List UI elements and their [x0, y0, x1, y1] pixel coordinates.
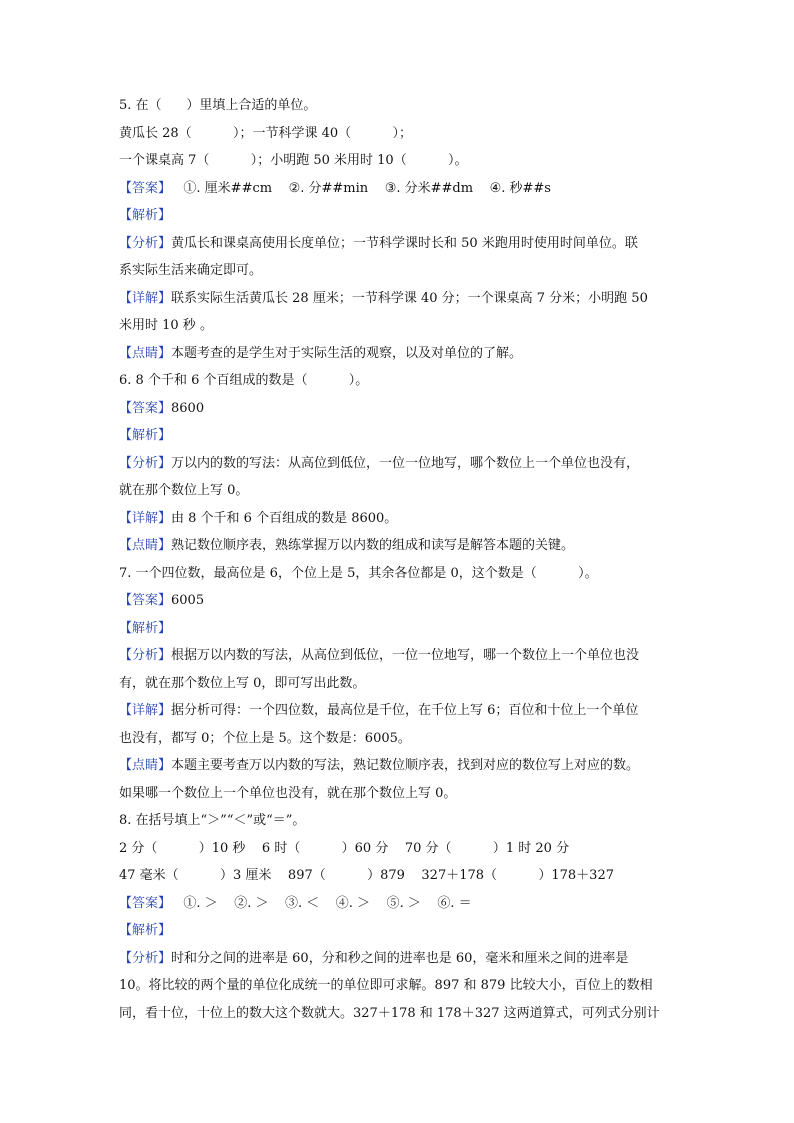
q8-answer-line — [119, 890, 679, 918]
q5-line2-line — [119, 147, 679, 175]
line-text: 本题考查的是学生对于实际生活的观察，以及对单位的了解。 — [171, 345, 523, 361]
q6-xiangjie-line — [119, 505, 679, 533]
q6-stem-line — [119, 367, 679, 395]
q7-dianjing-1-line — [119, 752, 679, 780]
q5-dianjing-line — [119, 340, 679, 368]
q6-fenxi-1-line — [119, 450, 679, 478]
q8-fenxi-1-line — [119, 945, 679, 973]
line-text: 2 分（ ）10 秒 6 时（ ）60 分 70 分（ ）1 时 20 分 — [119, 840, 570, 856]
section-tag: 【分析】 — [119, 648, 172, 663]
line-text: 联系实际生活黄瓜长 28 厘米；一节科学课 40 分；一个课桌高 7 分米；小明跑 50 — [171, 290, 648, 306]
q8-jiexi-line — [119, 917, 679, 945]
q7-xiangjie-2-line — [119, 725, 679, 753]
line-text: 万以内的数的写法：从高位到低位，一位一位地写，哪个数位上一个单位也没有， — [171, 455, 640, 471]
section-tag: 【分析】 — [119, 950, 172, 966]
line-text: 8600 — [171, 400, 205, 416]
section-tag: 【点睛】 — [119, 345, 172, 361]
q5-fenxi-2-line — [119, 257, 679, 285]
q5-xiangjie-1-line — [119, 285, 679, 313]
line-text: 8. 在括号填上“＞”“＜”或“＝”。 — [119, 813, 306, 828]
line-text: 黄瓜长 28（ ）；一节科学课 40（ ）； — [119, 125, 412, 141]
line-text: 10。将比较的两个量的单位化成统一的单位即可求解。897 和 879 比较大小，百位上的数相 — [119, 978, 653, 993]
section-tag: 【解析】 — [119, 208, 172, 223]
line-text: 47 毫米（ ）3 厘米 897（ ）879 327＋178（ ）178＋327 — [119, 868, 614, 883]
line-text: 同，看十位，十位上的数大这个数就大。327＋178 和 178＋327 这两道算式，可列式分别计 — [119, 1005, 660, 1021]
q7-fenxi-1-line — [119, 642, 679, 670]
line-text: 根据万以内数的写法，从高位到低位，一位一位地写，哪一个数位上一个单位也没 — [171, 648, 640, 663]
line-text: 就在那个数位上写 0。 — [119, 483, 249, 498]
document-page — [119, 92, 679, 1027]
section-tag: 【分析】 — [119, 235, 172, 251]
q5-stem-line — [119, 92, 679, 120]
q6-jiexi-line — [119, 422, 679, 450]
section-tag: 【详解】 — [119, 703, 172, 718]
line-text: 本题主要考查万以内数的写法，熟记数位顺序表，找到对应的数位写上对应的数。 — [171, 758, 640, 773]
q8-fenxi-2-line — [119, 972, 679, 1000]
section-tag: 【解析】 — [119, 620, 172, 636]
q5-line1-line — [119, 120, 679, 148]
q5-fenxi-1-line — [119, 230, 679, 258]
line-text: 7. 一个四位数，最高位是 6，个位上是 5，其余各位都是 0，这个数是（ ）。 — [119, 565, 598, 581]
line-text: 有，就在那个数位上写 0，即可写出此数。 — [119, 675, 366, 691]
q6-fenxi-2-line — [119, 477, 679, 505]
line-text: ①. 厘米##cm ②. 分##min ③. 分米##dm ④. 秒##s — [171, 180, 551, 196]
line-text: 6. 8 个千和 6 个百组成的数是（ ）。 — [119, 373, 369, 388]
line-text: 米用时 10 秒 。 — [119, 318, 213, 333]
section-tag: 【详解】 — [119, 290, 172, 306]
section-tag: 【点睛】 — [119, 538, 172, 553]
q7-dianjing-2-line — [119, 780, 679, 808]
line-text: ①. ＞ ②. ＞ ③. ＜ ④. ＞ ⑤. ＞ ⑥. ＝ — [171, 895, 472, 911]
q7-jiexi-line — [119, 615, 679, 643]
line-text: 熟记数位顺序表，熟练掌握万以内数的组成和读写是解答本题的关键。 — [171, 538, 575, 553]
line-text: 时和分之间的进率是 60，分和秒之间的进率也是 60，毫米和厘米之间的进率是 — [171, 950, 629, 966]
q7-stem-line — [119, 560, 679, 588]
q7-answer-line — [119, 587, 679, 615]
section-tag: 【分析】 — [119, 455, 172, 471]
q5-answer-line — [119, 175, 679, 203]
section-tag: 【答案】 — [119, 593, 172, 608]
section-tag: 【点睛】 — [119, 758, 172, 773]
q8-line1-line — [119, 835, 679, 863]
line-text: 也没有，都写 0；个位上是 5。这个数是：6005。 — [119, 730, 411, 746]
section-tag: 【解析】 — [119, 923, 172, 938]
q5-jiexi-line — [119, 202, 679, 230]
line-text: 5. 在（ ）里填上合适的单位。 — [119, 98, 317, 113]
section-tag: 【解析】 — [119, 428, 172, 443]
q6-answer-line — [119, 395, 679, 423]
line-text: 由 8 个千和 6 个百组成的数是 8600。 — [171, 510, 398, 526]
q5-xiangjie-2-line — [119, 312, 679, 340]
q8-stem-line — [119, 807, 679, 835]
line-text: 黄瓜长和课桌高使用长度单位；一节科学课时长和 50 米跑用时使用时间单位。联 — [171, 235, 638, 251]
q7-xiangjie-1-line — [119, 697, 679, 725]
section-tag: 【答案】 — [119, 400, 172, 416]
line-text: 系实际生活来确定即可。 — [119, 263, 263, 278]
section-tag: 【答案】 — [119, 180, 172, 196]
q6-dianjing-line — [119, 532, 679, 560]
q8-line2-line — [119, 862, 679, 890]
line-text: 6005 — [171, 593, 205, 608]
section-tag: 【详解】 — [119, 510, 172, 526]
section-tag: 【答案】 — [119, 895, 172, 911]
line-text: 据分析可得：一个四位数，最高位是千位，在千位上写 6；百位和十位上一个单位 — [171, 703, 639, 718]
q8-fenxi-3-line — [119, 1000, 679, 1028]
line-text: 如果哪一个数位上一个单位也没有，就在那个数位上写 0。 — [119, 785, 457, 801]
line-text: 一个课桌高 7（ ）；小明跑 50 米用时 10（ ）。 — [119, 153, 468, 168]
q7-fenxi-2-line — [119, 670, 679, 698]
